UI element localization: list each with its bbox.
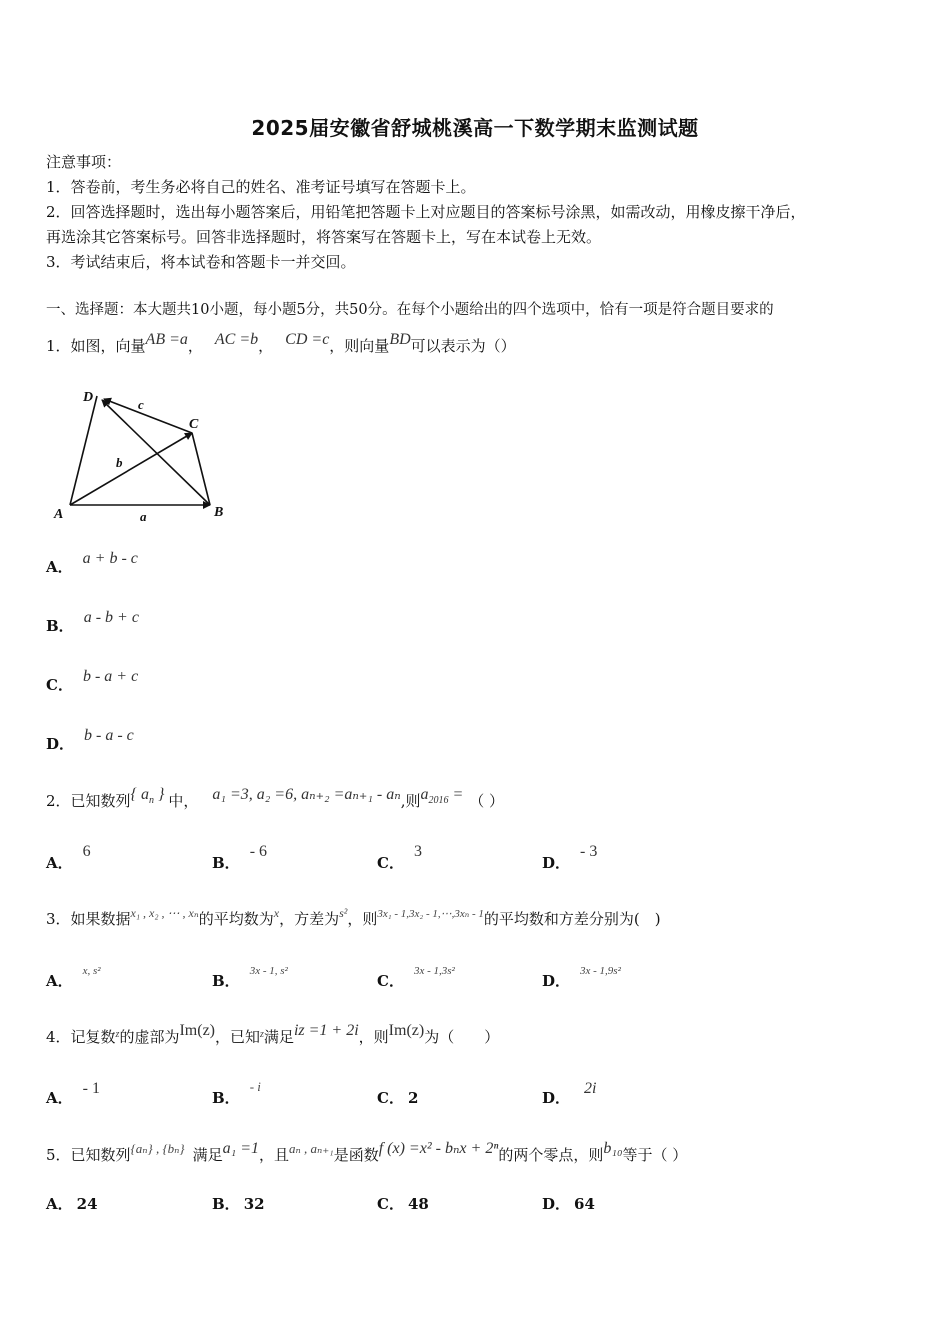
q4-text-2: ，已知 <box>215 1028 261 1046</box>
q4-option-c[interactable] <box>377 1087 418 1108</box>
q2-condition: a₁ =3, a₂ =6, aₙ₊₂ =aₙ₊₁ - aₙ <box>212 786 401 803</box>
q3-option-b[interactable] <box>212 965 288 991</box>
q5-function: f (x) =x² - bₙx + 2ⁿ <box>378 1140 499 1157</box>
q3-text-2: ，方差为 <box>279 910 340 928</box>
option-value: 3x - 1,3s² <box>413 965 455 977</box>
option-label: C． <box>46 676 73 694</box>
option-label: C． <box>377 854 404 872</box>
q2-equals: = <box>448 786 464 803</box>
option-value: 24 <box>76 1195 98 1213</box>
option-label: D． <box>542 854 571 872</box>
option-label: D． <box>542 972 571 990</box>
q3-transformed-data: 3x₁ - 1,3x₂ - 1,⋯,3xₙ - 1 <box>377 908 484 920</box>
option-label: B． <box>212 854 240 872</box>
question-5 <box>46 1140 688 1166</box>
q4-option-b[interactable] <box>212 1079 261 1108</box>
q2-prefix: 2．已知数列 <box>46 792 131 810</box>
q5-option-c[interactable] <box>377 1193 429 1214</box>
label-vec-b: b <box>116 455 123 470</box>
option-value: a + b - c <box>82 550 138 567</box>
q2-option-a[interactable] <box>46 843 91 873</box>
q5-sequences: {aₙ} , {bₙ} <box>130 1141 185 1156</box>
notice-item: 3．考试结束后，将本试卷和答题卡一并交回。 <box>46 253 356 271</box>
notice-item: 再选涂其它答案标号。回答非选择题时，将答案写在答题卡上，写在本试卷上无效。 <box>46 228 602 246</box>
q1-sep: ， <box>258 337 274 355</box>
q5-option-a[interactable] <box>46 1193 98 1214</box>
q3-prefix: 3．如果数据 <box>46 910 131 928</box>
q2-suffix: （ ） <box>469 792 505 810</box>
q3-mean: x <box>273 906 280 920</box>
option-label: C． <box>377 972 404 990</box>
label-a-point: A <box>54 507 64 522</box>
q2-mid: 中， <box>168 792 199 810</box>
q1-option-d[interactable] <box>46 727 134 754</box>
q1-vector-bd: BD <box>389 331 411 348</box>
q5-text-2: ，且 <box>259 1146 290 1164</box>
q2-target <box>420 786 464 807</box>
option-value: 3x - 1, s² <box>249 965 288 977</box>
label-vec-a: a <box>140 509 147 524</box>
option-value: - 3 <box>580 843 598 860</box>
option-value: x, s² <box>82 965 101 977</box>
question-3 <box>46 906 661 931</box>
q3-option-a[interactable] <box>46 965 101 991</box>
notice-item: 1．答卷前，考生务必将自己的姓名、准考证号填写在答题卡上。 <box>46 178 476 196</box>
option-label: C． <box>377 1195 404 1213</box>
question-4 <box>46 1022 500 1050</box>
option-value: 6 <box>82 843 91 860</box>
q2-sequence: { $a_n$ } <box>130 786 165 807</box>
q3-data: x₁ , x₂ , ⋯ , xₙ <box>130 906 199 920</box>
option-value: 48 <box>407 1195 429 1213</box>
q5-text-1: 满足 <box>192 1146 223 1164</box>
q2-option-c[interactable] <box>377 843 422 873</box>
q5-condition: a₁ =1 <box>222 1140 260 1157</box>
q3-option-d[interactable] <box>542 965 621 991</box>
q4-im: Im(z) <box>388 1022 425 1039</box>
edge-ad <box>70 396 97 505</box>
option-value: a - b + c <box>83 609 139 626</box>
q3-option-c[interactable] <box>377 965 455 991</box>
q4-im: Im(z) <box>179 1022 215 1039</box>
vector-c <box>104 399 192 433</box>
q4-suffix: 为（ ） <box>424 1028 500 1046</box>
option-label: C． <box>377 1089 404 1107</box>
q4-z: z <box>115 1029 120 1040</box>
option-label: A． <box>46 1195 73 1213</box>
page-title: 2025届安徽省舒城桃溪高一下数学期末监测试题 <box>251 116 699 140</box>
q5-option-d[interactable] <box>542 1193 595 1214</box>
label-b-point: B <box>214 505 224 520</box>
section-heading: 一、选择题：本大题共10小题，每小题5分，共50分。在每个小题给出的四个选项中，恰有一项是符合题目要求的 <box>46 302 774 318</box>
q1-quadrilateral-figure <box>50 380 240 525</box>
q4-option-a[interactable] <box>46 1080 100 1108</box>
q5-suffix: 等于（ ） <box>622 1146 688 1164</box>
option-value: 3 <box>413 843 422 860</box>
option-label: A． <box>46 1089 73 1107</box>
q1-option-a[interactable] <box>46 550 138 577</box>
q1-option-c[interactable] <box>46 668 139 695</box>
option-label: D． <box>542 1195 571 1213</box>
notice-item: 2．回答选择题时，选出每小题答案后，用铅笔把答题卡上对应题目的答案标号涂黑，如需改动，用橡皮擦干净后， <box>46 203 806 221</box>
option-label: B． <box>212 972 240 990</box>
q5-text-4: 的两个零点，则 <box>498 1146 604 1164</box>
q1-mid: ，则向量 <box>329 337 390 355</box>
q2-target-sub: 2016 <box>428 795 449 807</box>
label-c: C <box>189 417 199 432</box>
option-label: B． <box>212 1089 240 1107</box>
q3-text-3: ，则 <box>347 910 378 928</box>
label-vec-c: c <box>138 397 144 412</box>
option-label: A． <box>46 854 73 872</box>
vector-bd <box>102 400 210 505</box>
q4-equation: iz =1 + 2i <box>293 1022 359 1039</box>
q2-seq-symbol: a <box>140 786 149 803</box>
option-label: D． <box>46 735 75 753</box>
option-value: - 6 <box>249 843 268 860</box>
label-d: D <box>83 390 94 405</box>
q1-vector-ab: AB =a <box>145 331 188 348</box>
question-2 <box>46 786 505 818</box>
q2-target-symbol: a <box>420 786 429 803</box>
q2-option-d[interactable] <box>542 843 598 873</box>
q2-option-b[interactable] <box>212 843 268 873</box>
option-value: 3x - 1,9s² <box>580 965 621 977</box>
option-label: A． <box>46 972 73 990</box>
q4-prefix: 4．记复数 <box>46 1028 116 1046</box>
question-1 <box>46 331 516 357</box>
q1-sep: ， <box>187 337 203 355</box>
option-value: b - a + c <box>82 668 139 685</box>
q2-seq-sub: n <box>148 795 154 807</box>
option-value: 64 <box>574 1195 595 1213</box>
q4-text-1: 的虚部为 <box>119 1028 180 1046</box>
option-value: 32 <box>243 1195 265 1213</box>
q5-option-b[interactable] <box>212 1193 265 1214</box>
q4-option-d[interactable] <box>542 1080 597 1108</box>
q2-then: ,则 <box>400 792 421 810</box>
option-label: B． <box>212 1195 240 1213</box>
notice-heading: 注意事项： <box>46 153 122 171</box>
q5-target: b₁₀ <box>603 1140 623 1157</box>
option-value: b - a - c <box>84 727 134 744</box>
q1-vector-cd: CD =c <box>285 331 330 348</box>
option-value: 2i <box>584 1080 597 1097</box>
q4-text-4: ，则 <box>358 1028 389 1046</box>
option-value: - i <box>249 1079 261 1094</box>
q3-suffix: 的平均数和方差分别为( ) <box>483 910 661 928</box>
q3-variance: s² <box>339 906 348 920</box>
option-label: D． <box>542 1089 571 1107</box>
q5-text-3: 是函数 <box>333 1146 379 1164</box>
q5-roots: aₙ , aₙ₊₁ <box>289 1141 334 1156</box>
q4-z: z <box>260 1029 264 1040</box>
option-value: - 1 <box>82 1080 100 1097</box>
q3-text-1: 的平均数为 <box>198 910 274 928</box>
q1-option-b[interactable] <box>46 609 139 636</box>
q1-suffix: 可以表示为（） <box>410 337 516 355</box>
q1-prefix: 1．如图，向量 <box>46 337 146 355</box>
edge-cb <box>192 433 210 505</box>
option-label: A． <box>46 558 73 576</box>
option-label: B． <box>46 617 74 635</box>
option-value: 2 <box>407 1089 419 1107</box>
q4-text-3: 满足 <box>263 1028 294 1046</box>
q5-prefix: 5．已知数列 <box>46 1146 131 1164</box>
q1-vector-ac: AC =b <box>214 331 259 348</box>
